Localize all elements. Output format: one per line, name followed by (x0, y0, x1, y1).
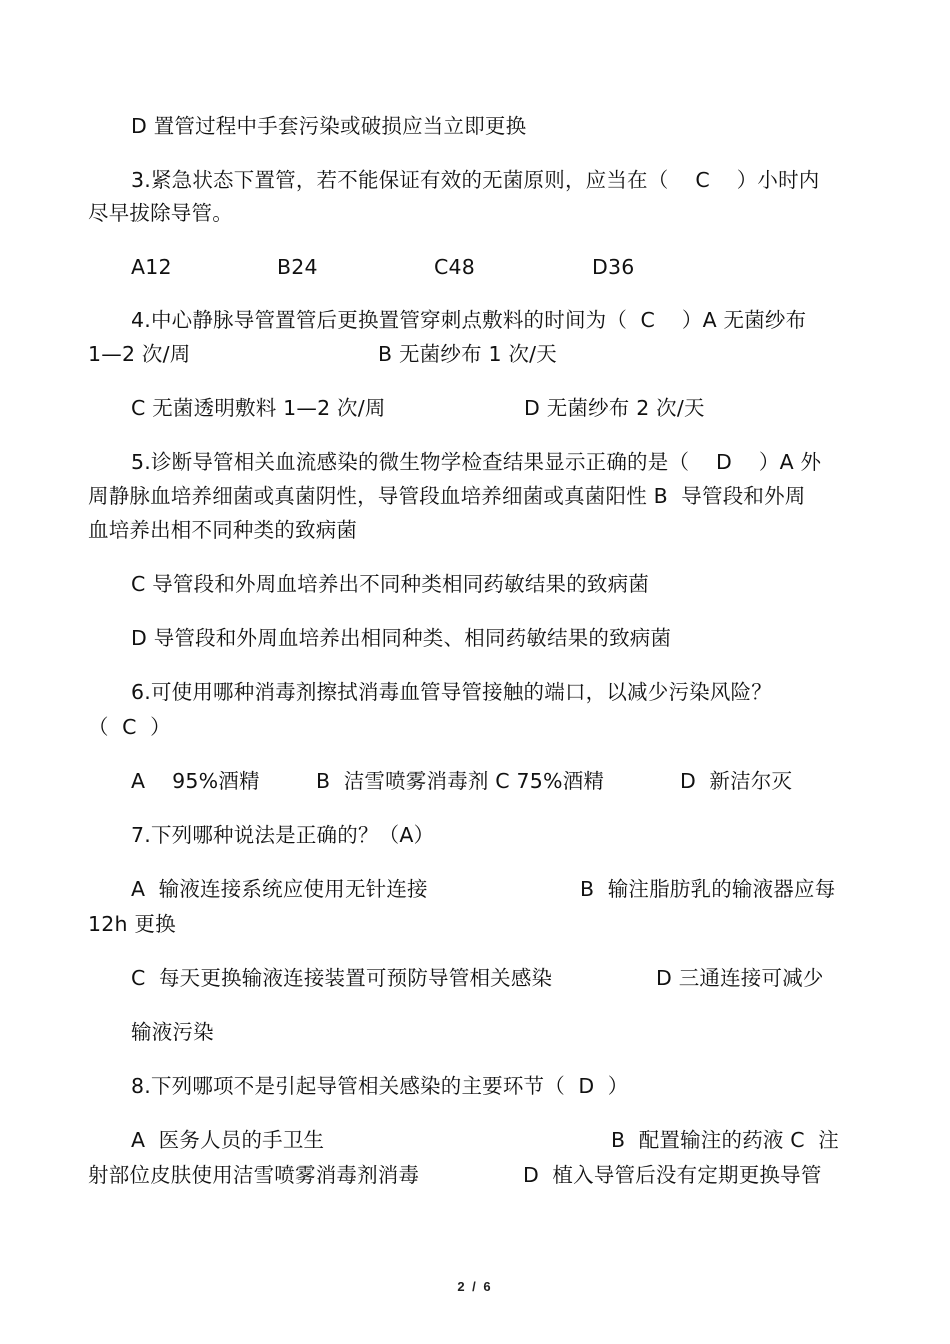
option-c: C 导管段和外周血培养出不同种类相同药敏结果的致病菌 (131, 572, 650, 596)
question-5-text-cont: 血培养出相不同种类的致病菌 (88, 518, 358, 542)
option-d: D 无菌纱布 2 次/天 (524, 396, 705, 420)
question-6-answer: （ C ） (88, 715, 171, 739)
question-3-text-cont: 尽早拔除导管。 (88, 201, 233, 225)
option-d: D36 (592, 255, 635, 279)
option-b-c: B 配置输注的药液 C 注 (611, 1128, 839, 1152)
option-b: B 输注脂肪乳的输液器应每 (580, 877, 836, 901)
question-5-text: 5.诊断导管相关血流感染的微生物学检查结果显示正确的是（ D ）A 外 (131, 450, 822, 474)
option-line: D 置管过程中手套污染或破损应当立即更换 (131, 114, 527, 138)
option-c: C48 (434, 255, 475, 279)
question-3-text: 3.紧急状态下置管，若不能保证有效的无菌原则，应当在（ C ）小时内 (131, 168, 820, 192)
option-c: C 无菌透明敷料 1—2 次/周 (131, 396, 386, 420)
option-a: A 医务人员的手卫生 (131, 1128, 325, 1152)
question-8-text: 8.下列哪项不是引起导管相关感染的主要环节（ D ） (131, 1074, 629, 1098)
option-a: A12 (131, 255, 172, 279)
option-b-c: B 洁雪喷雾消毒剂 C 75%酒精 (316, 769, 605, 793)
option-a: A 95%酒精 (131, 769, 260, 793)
option-a-cont: 1—2 次/周 (88, 342, 191, 366)
page-number: 2 / 6 (457, 1279, 493, 1294)
option-c-cont: 射部位皮肤使用洁雪喷雾消毒剂消毒 (88, 1163, 420, 1187)
option-d: D 植入导管后没有定期更换导管 (523, 1163, 822, 1187)
question-7-text: 7.下列哪种说法是正确的？（A） (131, 823, 435, 847)
option-c: C 每天更换输液连接装置可预防导管相关感染 (131, 966, 553, 990)
question-4-text: 4.中心静脉导管置管后更换置管穿刺点敷料的时间为（ C ）A 无菌纱布 (131, 308, 807, 332)
option-d: D 新洁尔灭 (680, 769, 793, 793)
option-a: A 输液连接系统应使用无针连接 (131, 877, 428, 901)
option-b: B24 (277, 255, 318, 279)
option-d-cont: 输液污染 (131, 1020, 214, 1044)
option-d: D 三通连接可减少 (656, 966, 824, 990)
question-5-text-cont: 周静脉血培养细菌或真菌阴性，导管段血培养细菌或真菌阳性 B 导管段和外周 (88, 484, 806, 508)
question-6-text: 6.可使用哪种消毒剂擦拭消毒血管导管接触的端口，以减少污染风险？ (131, 680, 772, 704)
option-b-cont: 12h 更换 (88, 912, 176, 936)
option-d: D 导管段和外周血培养出相同种类、相同药敏结果的致病菌 (131, 626, 672, 650)
option-b: B 无菌纱布 1 次/天 (378, 342, 557, 366)
